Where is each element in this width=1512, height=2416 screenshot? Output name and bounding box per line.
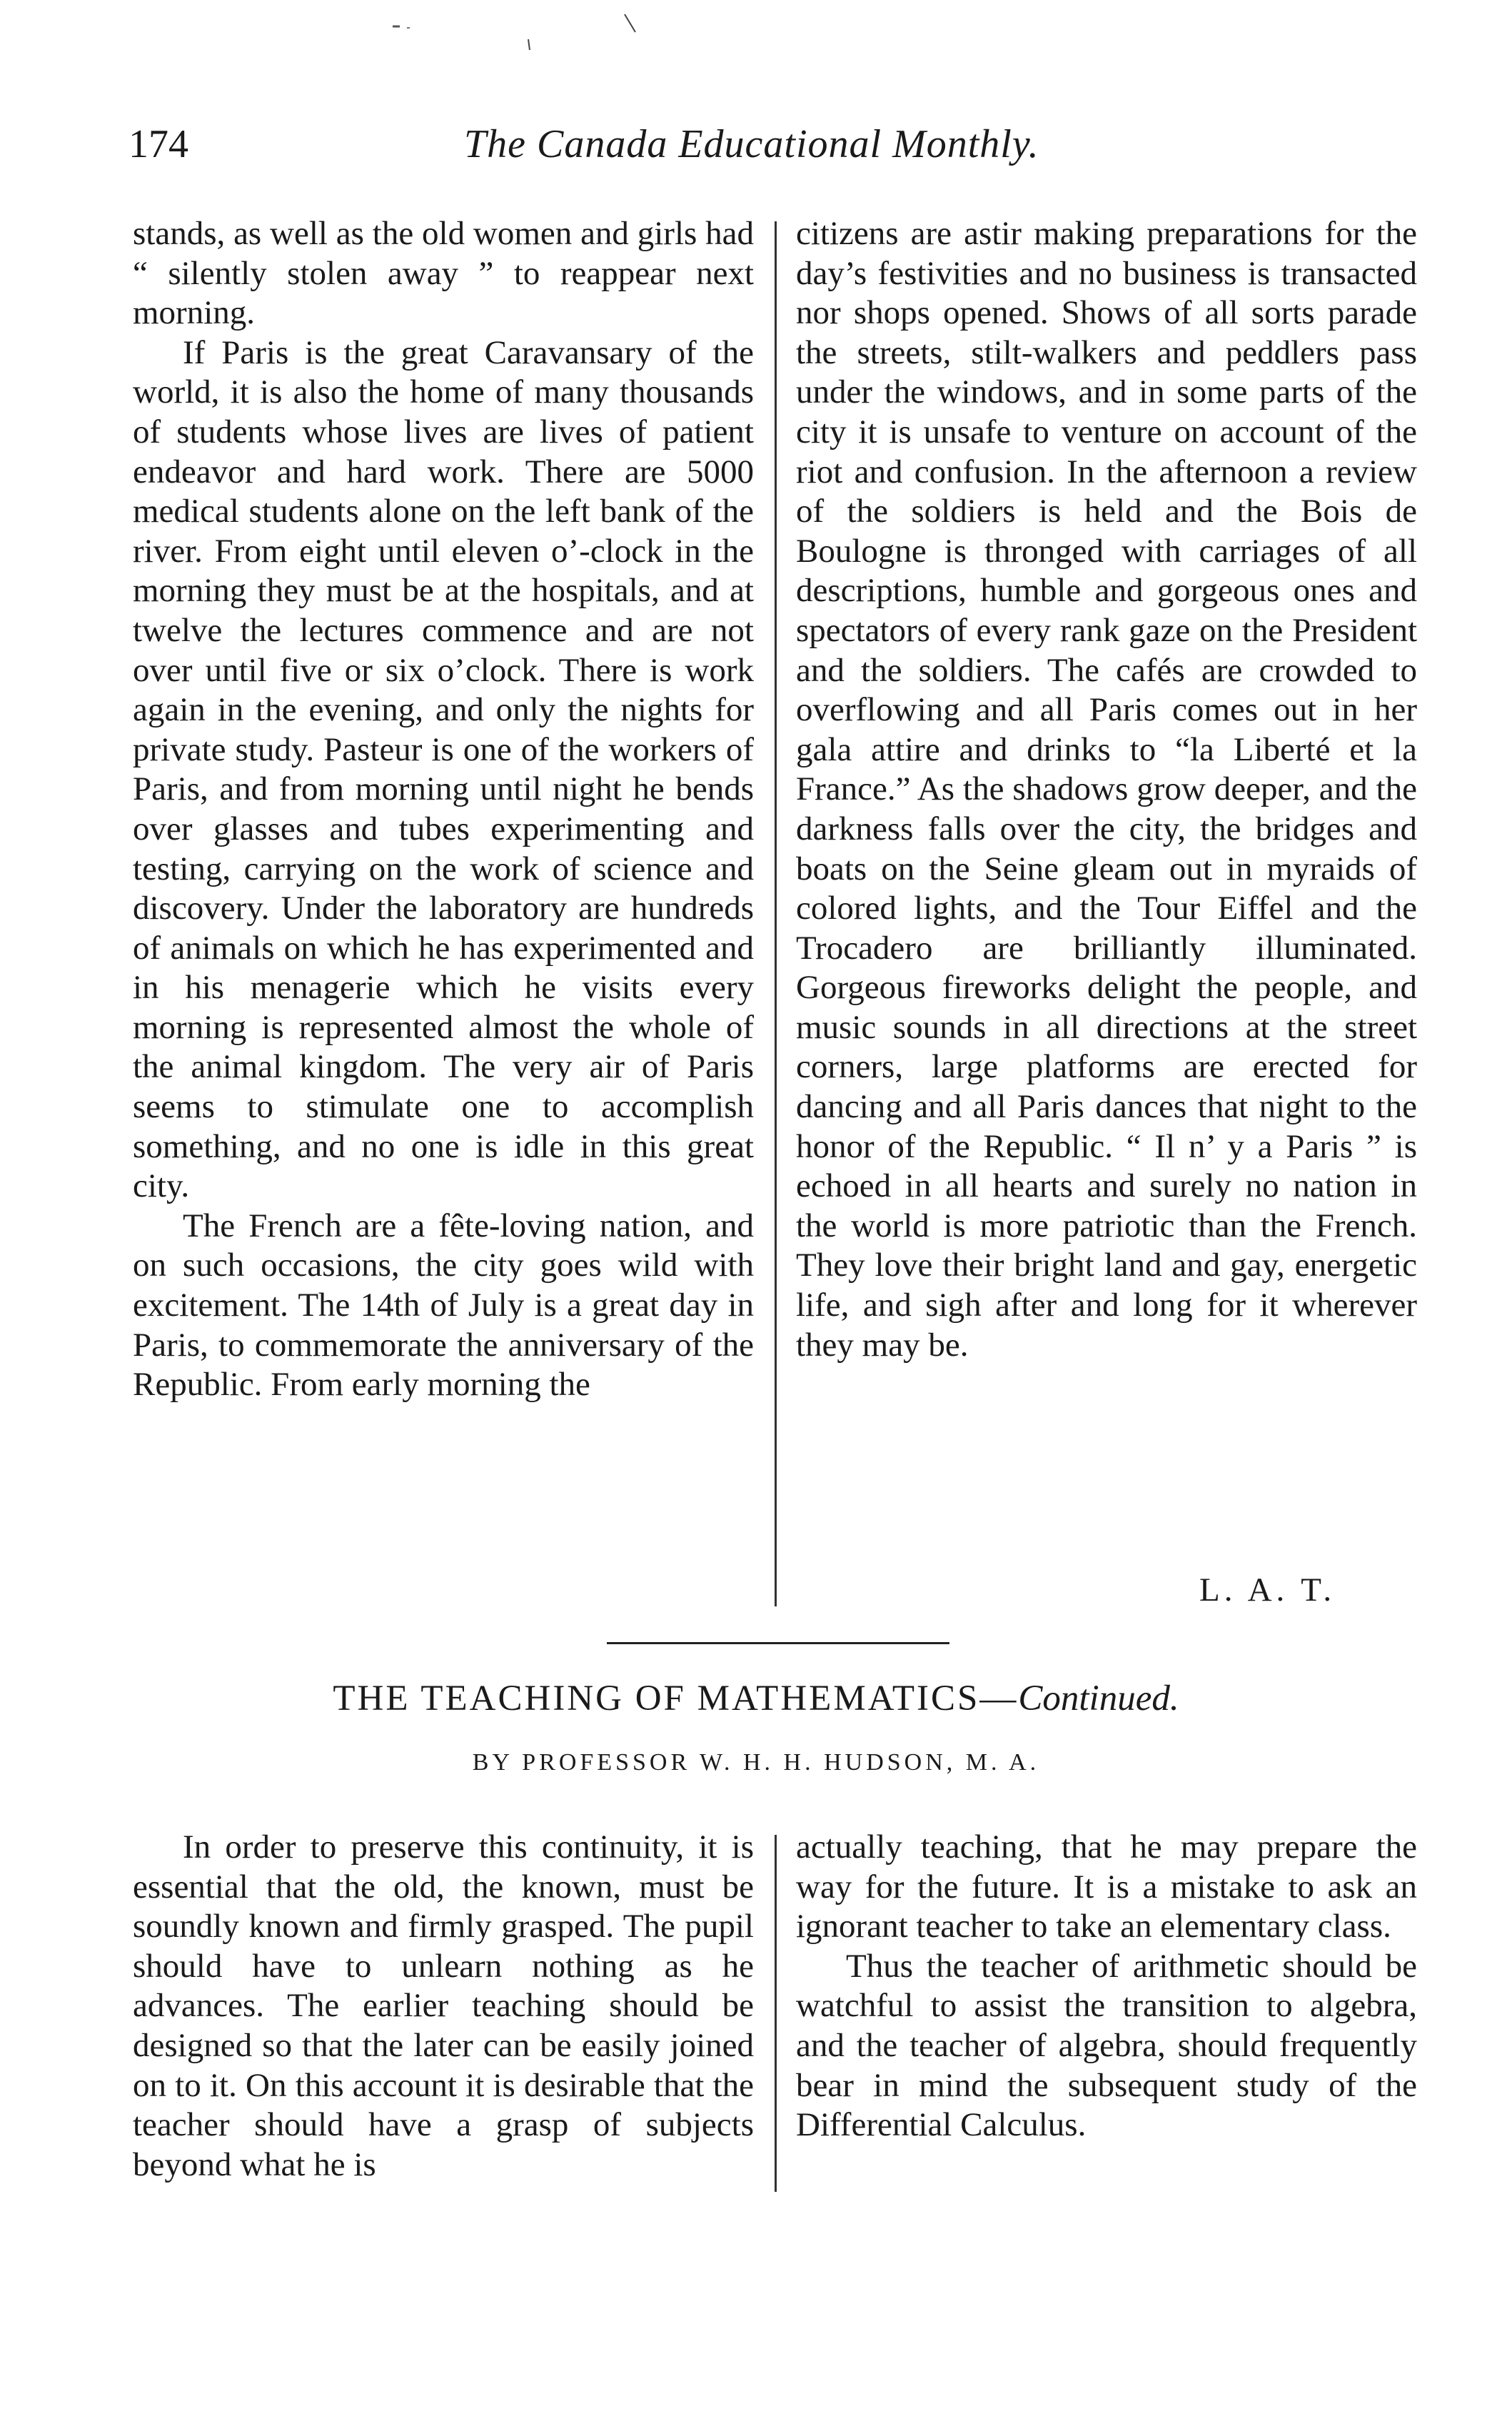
running-title: The Canada Educational Monthly. — [464, 122, 1039, 166]
paragraph: If Paris is the great Caravansary of the world, it is also the home of many thousands of students whose lives are lives of patient endeavor and hard work. There are 5000 medical students alone on the left bank of the river. From eight until eleven o’-clock in the morning they must be at the hospitals, and at twelve the lectures commence and are not over until five or six o’clock. There is work again in the evening, and only the nights for private study. Pasteur is one of the workers of Paris, and from morning until night he bends over glasses and tubes experimenting and testing, carrying on the work of science and discovery. Under the laboratory are hundreds of animals on which he has experimented and in his menagerie which he visits every morning is represented almost the whole of the animal kingdom. The very air of Paris seems to stimulate one to accomplish something, and no one is idle in this great city. — [133, 333, 754, 1205]
paragraph: stands, as well as the old women and girls had “ silently stolen away ” to reappear next morning. — [133, 215, 754, 332]
column-divider — [775, 1835, 777, 2192]
paragraph: The French are a fête-loving nation, and on such occasions, the city goes wild with excitement. The 14th of July is a great day in Paris, to commemorate the anniversary of the Republic. From early morning the — [133, 1207, 754, 1404]
article1-right-column — [796, 214, 1417, 1365]
page-number: 174 — [128, 122, 188, 166]
article-title-continued: Continued. — [1018, 1678, 1179, 1718]
paragraph: actually teaching, that he may prepare the way for the future. It is a mistake to ask an ignorant teacher to take an elementary class. — [796, 1828, 1417, 1946]
byline: BY PROFESSOR W. H. H. HUDSON, M. A. — [472, 1749, 1040, 1776]
article1-left-column — [133, 214, 754, 1405]
paragraph: In order to preserve this continuity, it is essential that the old, the known, must be soundly known and firmly grasped. The pupil should have to unlearn nothing as he advances. The earlier teaching should be designed so that the later can be easily joined on to it. On this account it is desirable that the teacher should have a grasp of subjects beyond what he is — [133, 1828, 754, 2183]
signature: L. A. T. — [1199, 1571, 1336, 1609]
paragraph: Thus the teacher of arithmetic should be watchful to assist the transition to algebra, and the teacher of algebra, should frequently bear in mind the subsequent study of the Differential Calculus. — [796, 1947, 1417, 2144]
article2-left-column — [133, 1828, 754, 2185]
print-specks — [385, 11, 671, 54]
column-divider — [775, 221, 777, 1606]
paragraph: citizens are astir making preparations for the day’s festivities and no business is transacted nor shops opened. Shows of all sorts parade the streets, stilt-walkers and peddlers pass under the windows, and in some parts of the city it is unsafe to venture on account of the riot and confusion. In the afternoon a review of the soldiers is held and the Bois de Boulogne is thronged with carriages of all descriptions, humble and gorgeous ones and spectators of every rank gaze on the President and the soldiers. The cafés are crowded to overflowing and all Paris comes out in her gala attire and drinks to “la Liberté et la France.” As the shadows grow deeper, and the darkness falls over the city, the bridges and boats on the Seine gleam out in myraids of colored lights, and the Tour Eiffel and the Trocadero are brilliantly illuminated. Gorgeous fireworks delight the people, and music sounds in all directions at the street corners, large platforms are erected for dancing and all Paris dances that night to the honor of the Republic. “ Il n’ y a Paris ” is echoed in all hearts and surely no nation in the world is more patriotic than the French. They love their bright land and gay, energetic life, and sigh after and long for it wherever they may be. — [796, 215, 1417, 1364]
section-divider — [607, 1642, 949, 1644]
article-title-text: THE TEACHING OF MATHEMATICS— — [333, 1678, 1019, 1718]
article2-right-column — [796, 1828, 1417, 2145]
running-header — [128, 114, 1114, 186]
article-title — [0, 1678, 1512, 1719]
